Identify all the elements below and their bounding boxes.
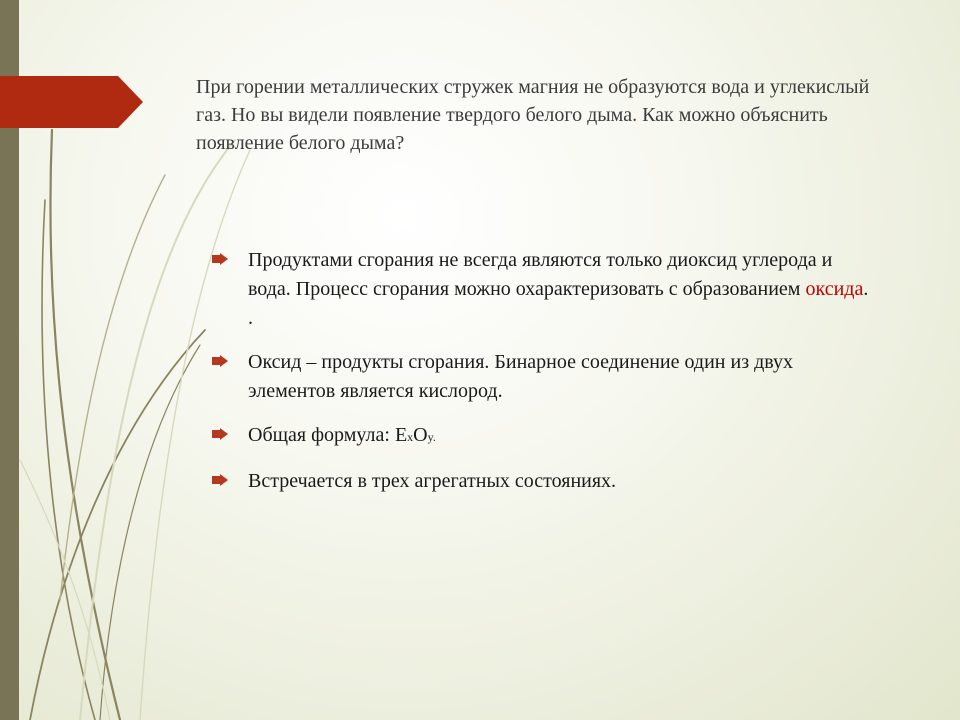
bullet-text-end: . . <box>248 278 869 329</box>
bullet-item <box>212 246 872 333</box>
highlighted-term: оксида <box>805 278 864 300</box>
formula-index-x: x <box>407 430 414 444</box>
bullet-list <box>212 246 872 511</box>
bullet-text: Встречается в трех агрегатных состояниях. <box>248 470 617 492</box>
title-arrow-band <box>0 76 143 128</box>
formula-label: Общая формула: <box>248 424 395 446</box>
bullet-item <box>212 421 872 452</box>
arrow-right-icon <box>212 355 228 367</box>
arrow-right-icon <box>212 428 228 440</box>
bullet-text-start: Продуктами сгорания не всегда являются только диоксид углерода и вода. Процесс сгорания можно охарактеризовать с образованием <box>248 249 833 300</box>
arrow-right-icon <box>212 474 228 486</box>
bullet-text: Оксид – продукты сгорания. Бинарное соединение один из двух элементов является кислород. <box>248 351 794 402</box>
bullet-item <box>212 467 872 496</box>
slide-title: При горении металлических стружек магния не образуются вода и углекислый газ. Но вы видели появление твердого белого дыма. Как можно объяснить появление белого дыма? <box>196 76 870 154</box>
arrow-right-icon <box>212 253 228 265</box>
formula-element: E <box>394 424 408 446</box>
bullet-item <box>212 348 872 406</box>
formula-oxygen: O <box>413 424 428 446</box>
formula-index-y: y. <box>427 430 436 444</box>
